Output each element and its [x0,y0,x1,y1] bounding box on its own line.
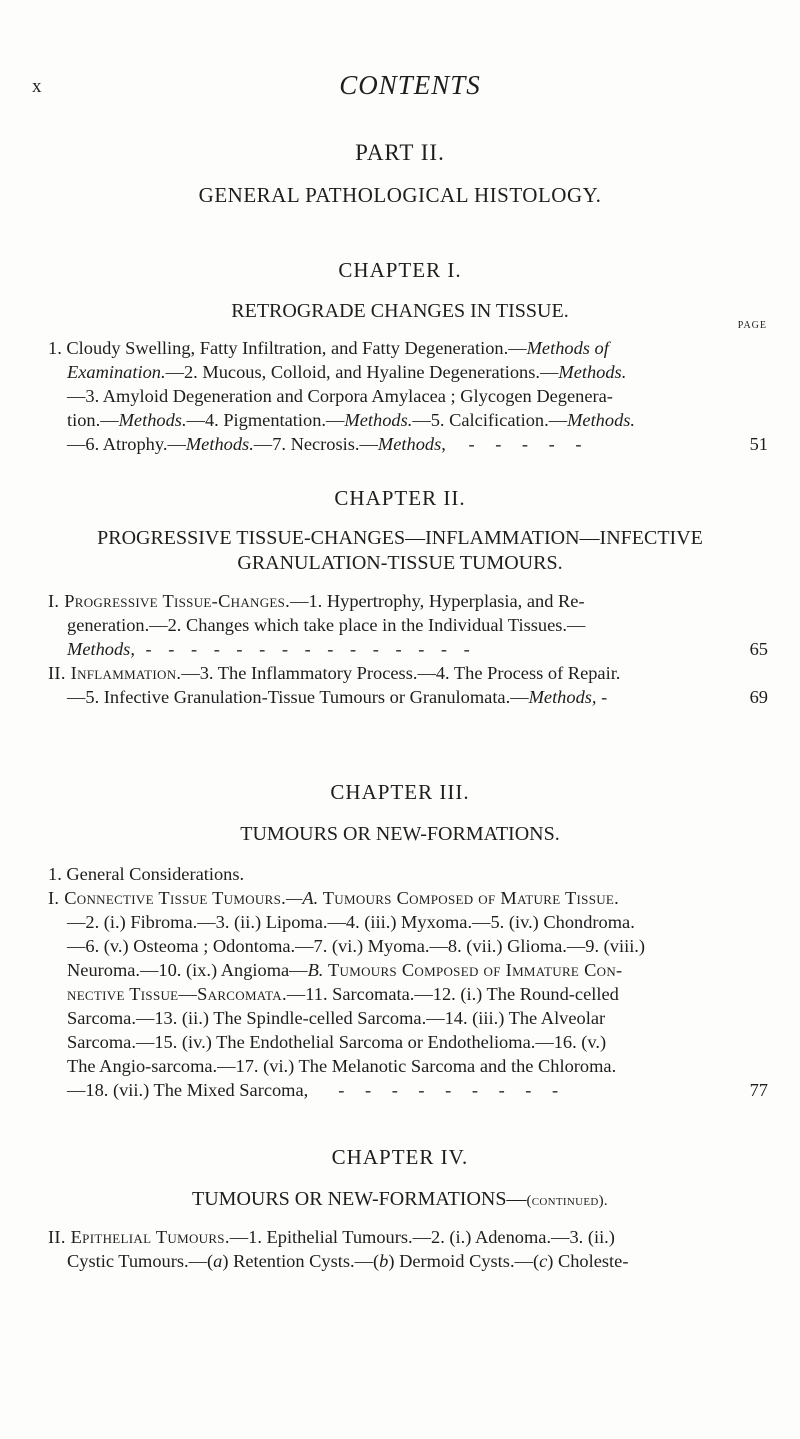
toc-line: —18. (vii.) The Mixed Sarcoma, - - - - - - - - - 77 [67,1080,768,1100]
chapter-4-contents [48,1225,748,1273]
toc-line: nective Tissue—Sarcomata.—11. Sarcomata.—12. (i.) The Round-celled [67,984,619,1004]
chapter-1-title: RETROGRADE CHANGES IN TISSUE. [231,300,569,322]
toc-line: tion.—Methods.—4. Pigmentation.—Methods.—5. Calcification.—Methods. [67,410,636,430]
toc-line: Cystic Tumours.—(a) Retention Cysts.—(b) Dermoid Cysts.—(c) Choleste- [67,1251,629,1271]
chapter-2-heading: CHAPTER II. [334,486,466,510]
toc-line: —2. (i.) Fibroma.—3. (ii.) Lipoma.—4. (iii.) Myxoma.—5. (iv.) Chondroma. [67,912,635,932]
toc-line: I. Connective Tissue Tumours.—A. Tumours Composed of Mature Tissue. [48,888,620,908]
toc-line: I. Progressive Tissue-Changes.—1. Hypertrophy, Hyperplasia, and Re- [48,591,585,611]
toc-line: II. Inflammation.—3. The Inflammatory Process.—4. The Process of Repair. [48,663,621,683]
toc-line: Methods, - - - - - - - - - - - - - - - 65 [67,639,768,659]
chapter-3-title: TUMOURS OR NEW-FORMATIONS. [240,823,560,845]
toc-line: —6. (v.) Osteoma ; Odontoma.—7. (vi.) Myoma.—8. (vii.) Glioma.—9. (viii.) [67,936,646,956]
toc-line: 1. General Considerations. [48,864,245,884]
toc-line: —3. Amyloid Degeneration and Corpora Amylacea ; Glycogen Degenera- [67,386,613,406]
chapter-4-heading: CHAPTER IV. [331,1145,469,1169]
page-number: 77 [749,1080,768,1100]
toc-line: 1. Cloudy Swelling, Fatty Infiltration, and Fatty Degeneration.—Methods of [48,338,609,358]
toc-line: generation.—2. Changes which take place in the Individual Tissues.— [67,615,586,635]
chapter-2-title-cont: GRANULATION-TISSUE TUMOURS. [237,552,563,574]
toc-line: Neuroma.—10. (ix.) Angioma—B. Tumours Composed of Immature Con- [67,960,623,980]
toc-line: Sarcoma.—15. (iv.) The Endothelial Sarcoma or Endothelioma.—16. (v.) [67,1032,607,1052]
chapter-3-heading: CHAPTER III. [330,780,470,804]
toc-line: II. Epithelial Tumours.—1. Epithelial Tumours.—2. (i.) Adenoma.—3. (ii.) [48,1227,615,1247]
chapter-2-title: PROGRESSIVE TISSUE-CHANGES—INFLAMMATION—INFECTIVE [97,527,703,549]
running-title: CONTENTS [339,70,481,100]
chapter-1-contents [48,336,768,456]
toc-line: The Angio-sarcoma.—17. (vi.) The Melanotic Sarcoma and the Chloroma. [67,1056,617,1076]
page-column-label: PAGE [737,320,767,331]
page-numeral: x [32,76,42,97]
toc-line: —5. Infective Granulation-Tissue Tumours or Granulomata.—Methods, - 69 [67,687,768,707]
page-number: 65 [749,639,768,659]
chapter-4-title: TUMOURS OR NEW-FORMATIONS—(continued). [192,1188,608,1210]
running-header [30,70,790,110]
part-title: PART II. [355,140,445,165]
chapter-3-contents [48,862,768,1102]
toc-line: Sarcoma.—13. (ii.) The Spindle-celled Sarcoma.—14. (iii.) The Alveolar [67,1008,606,1028]
page-number: 51 [749,434,768,454]
toc-line: —6. Atrophy.—Methods.—7. Necrosis.—Methods, - - - - - 51 [67,434,768,454]
part-subtitle: GENERAL PATHOLOGICAL HISTOLOGY. [198,183,602,207]
chapter-2-contents [48,589,768,709]
page-number: 69 [749,687,768,707]
toc-line: Examination.—2. Mucous, Colloid, and Hyaline Degenerations.—Methods. [67,362,627,382]
chapter-1-heading: CHAPTER I. [338,258,462,282]
